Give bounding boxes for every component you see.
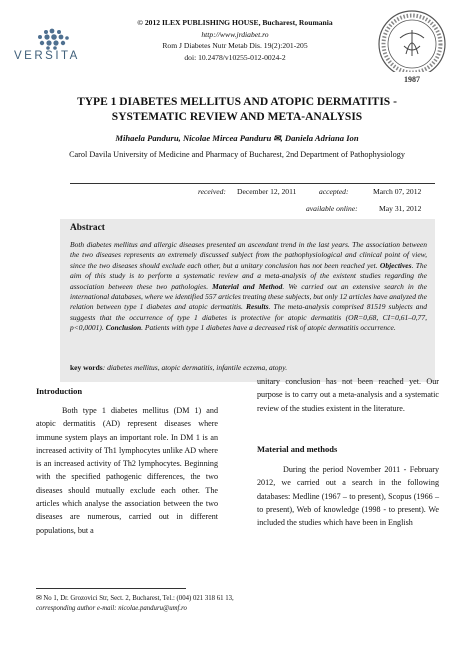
copyright-line: © 2012 ILEX PUBLISHING HOUSE, Bucharest, Roumania [137,18,333,27]
accepted-label: accepted: [319,187,349,196]
doi[interactable]: doi: 10.2478/v10255-012-0024-2 [184,52,286,62]
methods-text: During the period November 2011 - February 2012, we carried out a search in the following databases: Medline (1967 – to present), Scopus (1966 – to present), Web of knowledge (1998 - to present). We included the studies which have been in English [257,465,439,528]
introduction-heading: Introduction [36,386,83,396]
conclusion-text: . Patients with type 1 diabetes have a decreased risk of atopic dermatitis occurrence. [141,323,396,333]
article-dates [70,183,435,221]
title-line-1: TYPE 1 DIABETES MELLITUS AND ATOPIC DERMATITIS - [77,96,397,108]
author-list: Mihaela Panduru, Nicolae Mircea Panduru ✉, Daniela Adriana Ion [115,133,359,143]
received-date: December 12, 2011 [237,187,297,196]
received-label: received: [198,187,226,196]
accepted-date: March 07, 2012 [373,187,422,196]
affiliation: Carol Davila University of Medicine and Pharmacy of Bucharest, 2nd Department of Pathophysiology [69,150,405,159]
correspondence-address: ✉ No 1, Dr. Grozovici Str, Sect. 2, Bucharest, Tel.: (004) 021 318 61 13, [36,595,234,602]
abstract-text [70,240,427,334]
method-label: Material and Method [212,281,283,291]
footnote-divider [36,588,186,589]
methods-heading: Material and methods [257,444,338,454]
abstract-intro: Both diabetes mellitus and allergic diseases presented an ascendant trend in the last years. The association between the two diseases represents an extremely discussed subject from the pathophysiological and clinical point of view, since the two diseases should exclude each other, but a unitary conclusion has not been reached yet. [70,240,427,270]
versita-logo-text: VERSITA [14,50,80,62]
correspondence-email[interactable]: corresponding author e-mail: nicolae.panduru@umf.ro [36,604,187,612]
method-text: . We carried out an extensive search in the international databases, where we identified 557 articles treating these subjects, but only 12 articles have analyzed the relation between type 1 diabetes and atopic dermatitis. [70,281,427,312]
keywords-list: : diabetes mellitus, atopic dermatitis, infantile eczema, atopy. [102,363,288,372]
keywords-label: key words [70,363,103,372]
conclusion-label: Conclusion [105,323,142,333]
seal-year: 1987 [404,75,420,84]
online-label: available online: [306,204,358,213]
introduction-text: Both type 1 diabetes mellitus (DM 1) and atopic dermatitis (AD) represent diseases where immune system plays an important role. In DM 1 is an increased activity of Th1 lymphocytes unlike AD where is an increased activity of Th2 lymphocytes. Beginning with the specified pathogenic differences, the two diseases should mutually exclude each other. The articles which analyse the association between the two diseases are numerous, carried out in different populations, but a [36,406,218,535]
journal-header [120,17,350,63]
keywords [70,363,430,372]
results-label: Results [245,302,269,312]
results-text: . The meta-analysis comprised 81519 subjects and suggests that the occurrence of type 1 diabetes is protective for atopic dermatitis (OR=0,68, CI=0,61–0,77, p<0,0001). [70,302,427,333]
journal-reference: Rom J Diabetes Nutr Metab Dis. 19(2):201-205 [162,41,308,51]
footnote [36,594,456,613]
title-line-2: SYSTEMATIC REVIEW AND META-ANALYSIS [111,111,363,123]
abstract-heading: Abstract [70,223,105,233]
objectives-text: . The aim of this study is to perform a systematic review and a meta-analysis of the existent studies regarding the association between these two pathologies. [70,260,428,291]
continued-text: unitary conclusion has not been reached yet. Our purpose is to carry out a meta-analysis and a systematic review of the studies existent in the literature. [257,377,439,413]
society-seal-icon [360,6,452,88]
article-title [20,95,454,125]
objectives-label: Objectives [379,260,412,270]
journal-url[interactable]: http://www.jrdiabet.ro [201,29,269,39]
online-date: May 31, 2012 [379,204,422,213]
